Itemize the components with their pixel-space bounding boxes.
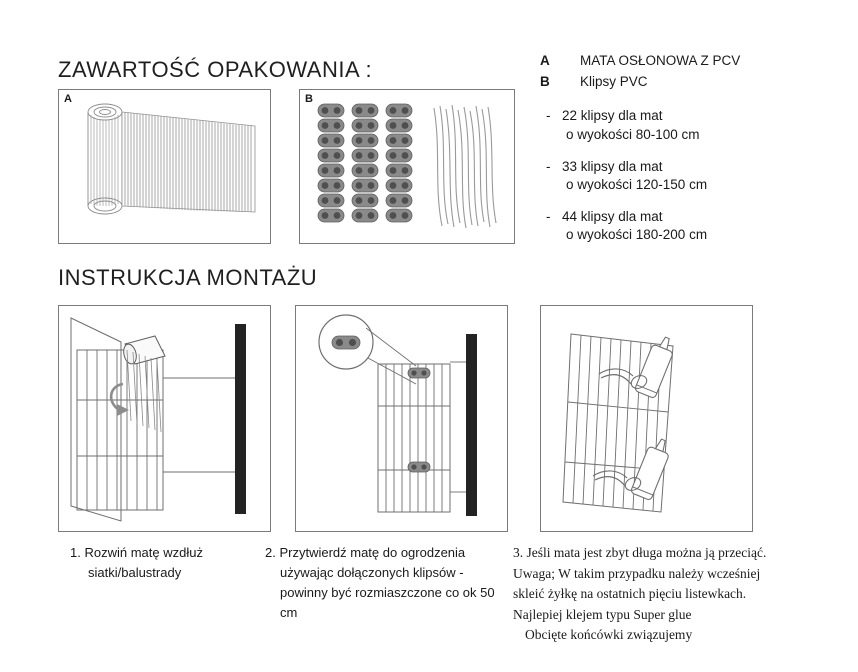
legend-key-a: A xyxy=(540,53,550,68)
fence-post xyxy=(466,334,477,516)
legend-group-line1: 22 klipsy dla mat xyxy=(562,108,663,124)
caption-step3-line5: Obcięte końcówki związujemy xyxy=(525,627,693,643)
legend-group-80-100 xyxy=(546,107,850,144)
step3-illustration xyxy=(541,306,752,531)
caption-step3-line2: Uwaga; W takim przypadku należy wcześniej xyxy=(513,565,761,581)
legend xyxy=(540,52,850,258)
legend-group-line2: o wyokości 180-200 cm xyxy=(566,227,708,243)
legend-label-a: MATA OSŁONOWA Z PCV xyxy=(580,53,741,68)
legend-group-line2: o wyokości 80-100 cm xyxy=(566,126,700,142)
panel-mat-roll xyxy=(58,89,271,244)
clip-column-3 xyxy=(386,104,412,222)
legend-dash: - xyxy=(546,158,551,174)
panel-clips xyxy=(299,89,515,244)
caption-step2-line3: powinny być rozmiaszczone co ok 50 cm xyxy=(280,585,495,621)
caption-step3-line4: Najlepiej klejem typu Super glue xyxy=(513,606,692,622)
mounted-clip-bottom xyxy=(408,462,430,472)
legend-dash: - xyxy=(546,108,551,124)
legend-group-line1: 33 klipsy dla mat xyxy=(562,158,663,174)
panel-tag-a: A xyxy=(64,93,72,105)
caption-step2-line1: 2. Przytwierdź matę do ogrodzenia xyxy=(265,545,466,560)
legend-label-b: Klipsy PVC xyxy=(580,73,648,89)
clip-column-2 xyxy=(352,104,378,222)
caption-step3-line3: skleić żyłkę na ostatnich pięciu listewkach. xyxy=(513,586,747,602)
mat-roll-illustration xyxy=(59,90,270,243)
caption-step2-line2: używając dołączonych klipsów - xyxy=(280,565,464,581)
caption-step-1 xyxy=(70,543,280,583)
panel-step-3 xyxy=(540,305,753,532)
caption-step-2 xyxy=(265,543,515,624)
caption-step1-line1: 1. Rozwiń matę wzdłuż xyxy=(70,545,203,560)
caption-step3-line1: 3. Jeśli mata jest zbyt długa można ją przeciąć. xyxy=(513,545,767,560)
mounted-clip-top xyxy=(408,368,430,378)
clips-illustration xyxy=(300,90,514,243)
caption-step1-line2: siatki/balustrady xyxy=(88,565,182,581)
page-title-installation: INSTRUKCJA MONTAŻU xyxy=(58,265,318,290)
legend-group-line2: o wyokości 120-150 cm xyxy=(566,177,708,193)
legend-dash: - xyxy=(546,208,551,224)
fence-post xyxy=(235,324,246,514)
legend-group-180-200 xyxy=(546,208,850,245)
step1-illustration xyxy=(59,306,270,531)
caption-step-3 xyxy=(513,543,843,646)
panel-step-1 xyxy=(58,305,271,532)
wire-ties-bundle xyxy=(434,105,496,228)
legend-item-b xyxy=(540,73,850,92)
legend-quantity-groups xyxy=(540,107,850,245)
panel-tag-b: B xyxy=(305,93,313,105)
legend-key-b: B xyxy=(540,73,550,89)
page-title-contents: ZAWARTOŚĆ OPAKOWANIA : xyxy=(58,57,373,82)
legend-item-a xyxy=(540,52,850,71)
legend-group-120-150 xyxy=(546,158,850,195)
step2-illustration xyxy=(296,306,507,531)
clip-column-1 xyxy=(318,104,344,222)
panel-step-2 xyxy=(295,305,508,532)
clip-detail xyxy=(332,336,360,349)
legend-group-line1: 44 klipsy dla mat xyxy=(562,208,663,224)
